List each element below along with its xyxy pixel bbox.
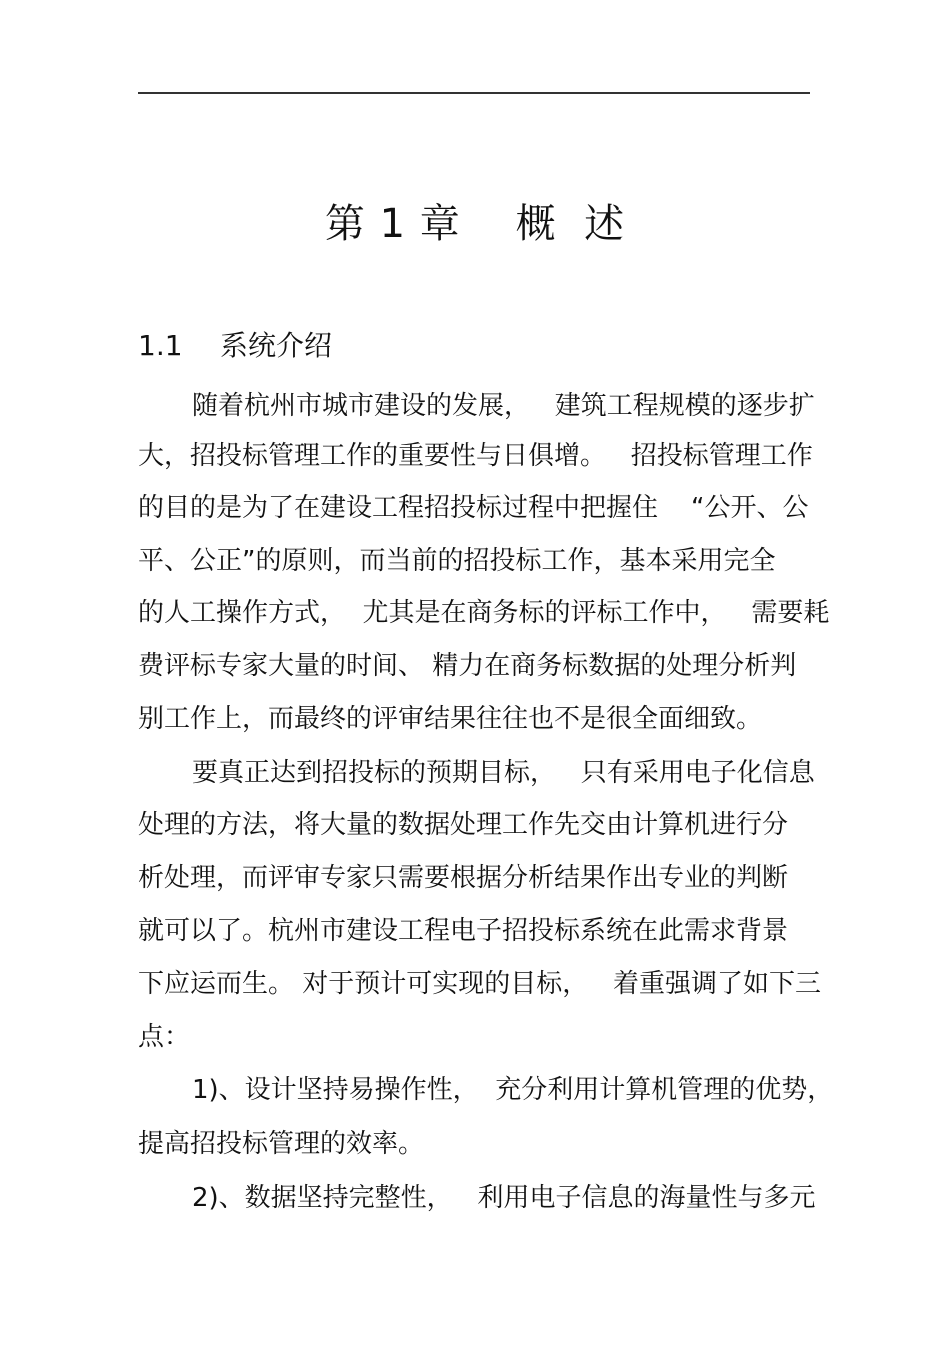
paragraph-line: 下应运而生。 对于预计可实现的目标， 着重强调了如下三 (138, 969, 822, 999)
header-rule (138, 92, 810, 94)
list-item-line: 提高招投标管理的效率。 (138, 1129, 425, 1159)
paragraph-line: 的人工操作方式， 尤其是在商务标的评标工作中， 需要耗 (138, 598, 830, 628)
paragraph-line: 处理的方法，将大量的数据处理工作先交由计算机进行分 (138, 810, 789, 840)
paragraph-line: 析处理，而评审专家只需要根据分析结果作出专业的判断 (138, 863, 789, 893)
paragraph-line: 大，招投标管理工作的重要性与日俱增。 招投标管理工作 (138, 441, 813, 471)
section-title: 系统介绍 (220, 329, 333, 362)
section-heading (138, 324, 332, 368)
list-item-line: 1)、设计坚持易操作性， 充分利用计算机管理的优势， (192, 1075, 834, 1105)
chapter-title: 第 1 章 概 述 (324, 201, 626, 247)
list-item-line: 2)、数据坚持完整性， 利用电子信息的海量性与多元 (192, 1183, 816, 1213)
paragraph-line: 平、公正”的原则，而当前的招投标工作，基本采用完全 (138, 546, 776, 576)
paragraph-line: 点： (138, 1022, 191, 1052)
paragraph-line: 要真正达到招投标的预期目标， 只有采用电子化信息 (192, 758, 815, 788)
paragraph-line: 就可以了。杭州市建设工程电子招投标系统在此需求背景 (138, 916, 789, 946)
section-number: 1.1 (138, 329, 183, 362)
paragraph-line: 别工作上，而最终的评审结果往往也不是很全面细致。 (138, 704, 763, 734)
paragraph-line: 随着杭州市城市建设的发展， 建筑工程规模的逐步扩 (192, 391, 815, 421)
paragraph-line: 费评标专家大量的时间、 精力在商务标数据的处理分析判 (138, 651, 797, 681)
paragraph-line: 的目的是为了在建设工程招投标过程中把握住 “公开、公 (138, 493, 809, 523)
